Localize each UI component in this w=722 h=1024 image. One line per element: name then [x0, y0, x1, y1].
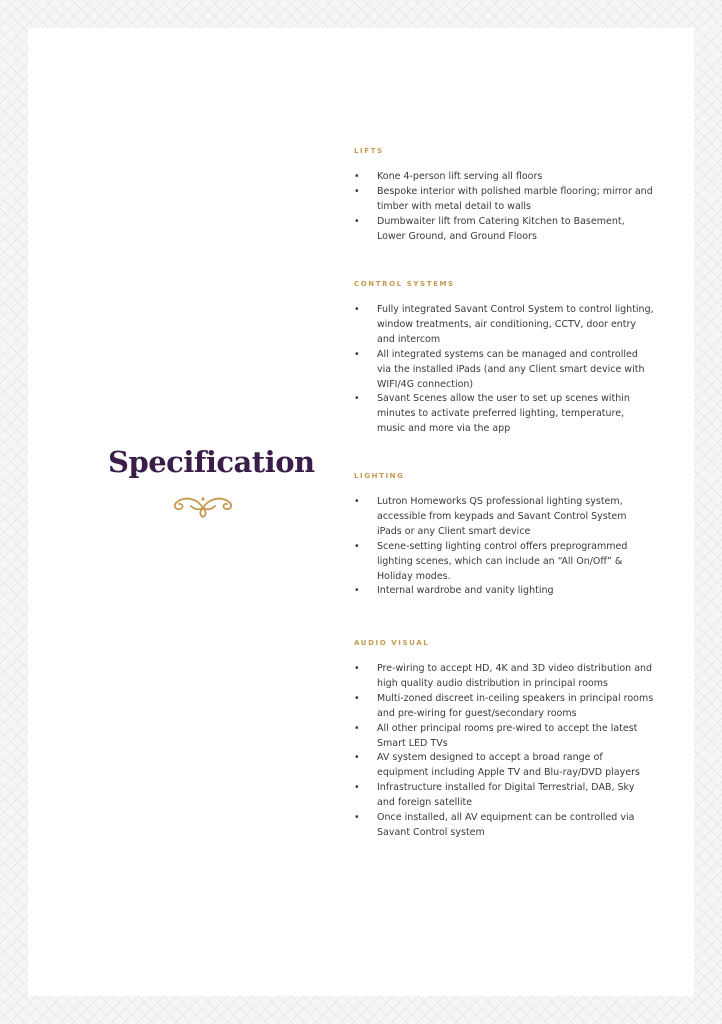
- list-item: • Pre-wiring to accept HD, 4K and 3D video distribution and high quality audio distribution in principal rooms: [354, 663, 653, 689]
- section-heading: AUDIO VISUAL: [354, 639, 430, 647]
- list-item: • Savant Scenes allow the user to set up scenes within minutes to activate preferred lighting, temperature, music and more via the app: [354, 393, 630, 435]
- list-item: • Bespoke interior with polished marble flooring; mirror and timber with metal detail to walls: [354, 185, 653, 212]
- spec-list: [354, 170, 654, 245]
- list-item: • Kone 4-person lift serving all floors: [354, 171, 543, 182]
- page-title: Specification: [108, 445, 315, 479]
- flourish-ornament-icon: [171, 493, 235, 519]
- list-item: • All integrated systems can be managed and controlled via the installed iPads (and any Client smart device with WIFI/4G connection): [354, 348, 645, 390]
- title-block: [108, 445, 315, 519]
- section-heading: CONTROL SYSTEMS: [354, 280, 455, 288]
- section-audio-visual: [354, 638, 654, 841]
- spec-list: [354, 495, 654, 599]
- section-heading: LIFTS: [354, 147, 384, 155]
- list-item: • AV system designed to accept a broad range of equipment including Apple TV and Blu-ray/DVD players: [354, 752, 640, 779]
- section-control-systems: [354, 279, 654, 437]
- list-item: • Internal wardrobe and vanity lighting: [354, 585, 554, 597]
- spec-list: [354, 662, 654, 841]
- list-item: • Multi-zoned discreet in-ceiling speakers in principal rooms and pre-wiring for guest/secondary rooms: [354, 692, 654, 719]
- list-item: • Infrastructure installed for Digital Terrestrial, DAB, Sky and foreign satellite: [354, 782, 635, 809]
- brochure-page: [28, 28, 694, 996]
- list-item: • All other principal rooms pre-wired to accept the latest Smart LED TVs: [354, 722, 638, 749]
- section-lifts: [354, 146, 654, 245]
- list-item: • Fully integrated Savant Control System to control lighting, window treatments, air conditioning, CCTV, door entry and intercom: [354, 304, 654, 345]
- list-item: • Lutron Homeworks QS professional lighting system, accessible from keypads and Savant Control System iPads or any Client smart device: [354, 496, 627, 537]
- section-lighting: [354, 471, 654, 599]
- list-item: • Once installed, all AV equipment can be controlled via Savant Control system: [354, 812, 635, 838]
- list-item: • Dumbwaiter lift from Catering Kitchen to Basement, Lower Ground, and Ground Floors: [354, 215, 625, 242]
- list-item: • Scene-setting lighting control offers preprogrammed lighting scenes, which can include an “All On/Off” & Holiday modes.: [354, 540, 628, 582]
- spec-list: [354, 303, 654, 437]
- section-heading: LIGHTING: [354, 472, 405, 480]
